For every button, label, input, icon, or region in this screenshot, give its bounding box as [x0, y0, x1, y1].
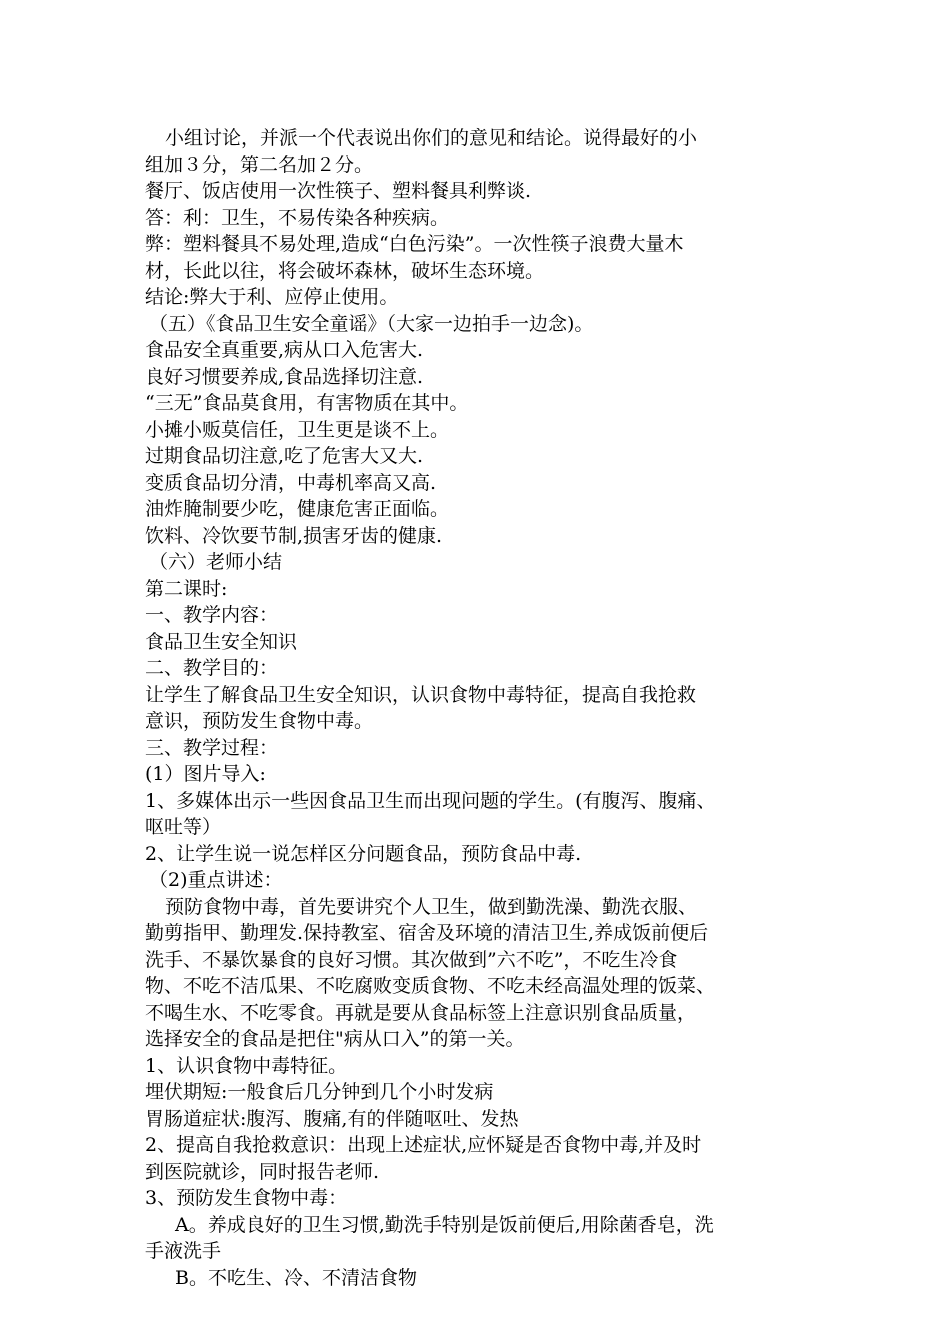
text-line: 小组讨论，并派一个代表说出你们的意见和结论。说得最好的小	[165, 127, 698, 149]
text-line: 1、多媒体出示一些因食品卫生而出现问题的学生。(有腹泻、腹痛、	[145, 789, 716, 812]
text-line: 弊：塑料餐具不易处理,造成“白色污染”。一次性筷子浪费大量木	[145, 233, 684, 255]
text-line: 意识，预防发生食物中毒。	[145, 710, 374, 732]
text-line: 小摊小贩莫信任，卫生更是谈不上。	[145, 418, 450, 441]
text-line: B。不吃生、冷、不清洁食物	[175, 1266, 417, 1289]
text-line: 预防食物中毒，首先要讲究个人卫生，做到勤洗澡、勤洗衣服、	[165, 895, 698, 918]
text-line: 油炸腌制要少吃，健康危害正面临。	[145, 498, 450, 520]
section-heading: 二、教学目的：	[145, 657, 279, 679]
document-body	[145, 125, 810, 1291]
text-line: A。养成良好的卫生习惯,勤洗手特别是饭前便后,用除菌香皂，洗	[175, 1213, 714, 1236]
text-line: 餐厅、饭店使用一次性筷子、塑料餐具利弊谈.	[145, 180, 532, 202]
section-heading: 三、教学过程：	[145, 736, 279, 759]
section-heading: （六）老师小结	[149, 551, 283, 573]
text-line: 答：利：卫生，不易传染各种疾病。	[145, 206, 450, 229]
text-line: 洗手、不暴饮暴食的良好习惯。其次做到”六不吃”，不吃生冷食	[145, 948, 678, 971]
section-heading: （五）《食品卫生安全童谣》（大家一边拍手一边念)。	[149, 312, 594, 335]
text-line: 不喝生水、不吃零食。再就是要从食品标签上注意识别食品质量，	[145, 1001, 697, 1024]
text-line: 呕吐等）	[145, 816, 222, 838]
text-line: 到医院就诊，同时报告老师.	[145, 1160, 380, 1183]
text-line: 勤剪指甲、勤理发.保持教室、宿舍及环境的清洁卫生,养成饭前便后	[145, 922, 709, 944]
section-heading: （2)重点讲述：	[149, 869, 283, 891]
text-line: 良好习惯要养成,食品选择切注意.	[145, 365, 424, 388]
text-line: 手液洗手	[145, 1240, 222, 1262]
text-line: 选择安全的食品是把住"病从口入”的第一关。	[145, 1028, 525, 1050]
text-line: 变质食品切分清，中毒机率高又高.	[145, 471, 437, 494]
text-line: 2、让学生说一说怎样区分问题食品，预防食品中毒.	[145, 842, 582, 865]
text-line: 让学生了解食品卫生安全知识，认识食物中毒特征，提高自我抢救	[145, 683, 697, 706]
text-line: 埋伏期短:一般食后几分钟到几个小时发病	[145, 1081, 494, 1103]
text-line: “三无”食品莫食用，有害物质在其中。	[145, 392, 469, 414]
text-line: 组加３分，第二名加２分。	[145, 153, 374, 176]
section-heading: 一、教学内容：	[145, 604, 279, 626]
section-heading: (1）图片导入:	[145, 763, 266, 785]
text-line: 1、认识食物中毒特征。	[145, 1054, 348, 1077]
text-line: 3、预防发生食物中毒：	[145, 1187, 348, 1209]
text-line: 饮料、冷饮要节制,损害牙齿的健康.	[145, 524, 443, 547]
text-line: 食品卫生安全知识	[145, 630, 298, 653]
text-line: 食品安全真重要,病从口入危害大.	[145, 339, 424, 361]
text-line: 2、提高自我抢救意识：出现上述症状,应怀疑是否食物中毒,并及时	[145, 1134, 702, 1156]
section-heading: 第二课时:	[145, 577, 228, 600]
text-line: 胃肠道症状:腹泻、腹痛,有的伴随呕吐、发热	[145, 1107, 519, 1130]
text-line: 材，长此以往，将会破坏森林，破坏生态环境。	[145, 259, 545, 282]
text-line: 结论:弊大于利、应停止使用。	[145, 286, 399, 308]
text-line: 物、不吃不洁瓜果、不吃腐败变质食物、不吃未经高温处理的饭菜、	[145, 975, 716, 997]
text-line: 过期食品切注意,吃了危害大又大.	[145, 445, 424, 467]
